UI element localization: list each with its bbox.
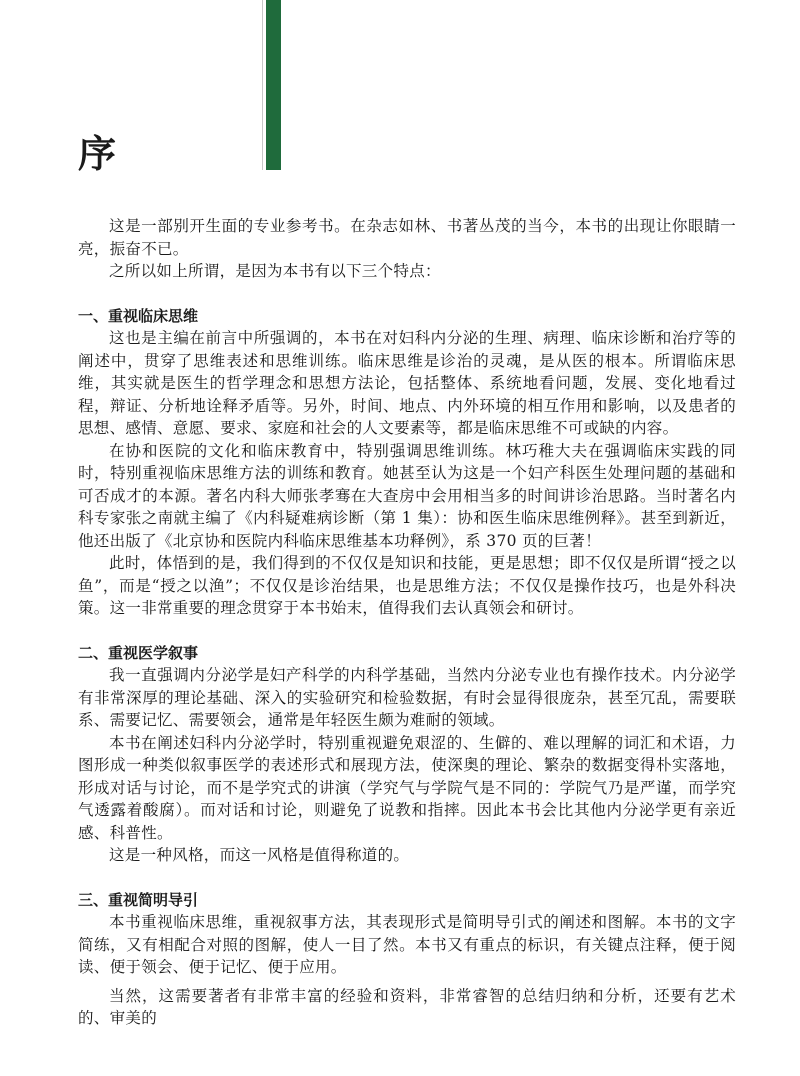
body-paragraph: 我一直强调内分泌学是妇产科学的内科学基础，当然内分泌专业也有操作技术。内分泌学有非常深厚的理论基础、深入的实验研究和检验数据，有时会显得很庞杂，甚至冗乱，需要联系、需要记忆、需要领会，通常是年轻医生颇为难耐的领域。 (78, 666, 736, 729)
page-title: 序 (78, 131, 117, 176)
body-paragraph: 在协和医院的文化和临床教育中，特别强调思维训练。林巧稚大夫在强调临床实践的同时，特别重视临床思维方法的训练和教育。她甚至认为这是一个妇产科医生处理问题的基础和可否成才的本源。著名内科大师张孝骞在大查房中会用相当多的时间讲诊治思路。当时著名内科专家张之南就主编了《内科疑难病诊断（第 1 集）：协和医生临床思维例释》。甚至到新近，他还出版了《北京协和医院内科临床思维基本功释例》，系 370 页的巨著！ (78, 441, 736, 550)
decorative-bar-outline (262, 0, 263, 170)
section-heading: 二、重视医学叙事 (78, 643, 199, 662)
section-heading: 一、重视临床思维 (78, 306, 199, 325)
section-heading: 三、重视简明导引 (78, 890, 199, 909)
green-accent-bar (266, 0, 281, 170)
body-paragraph: 这是一种风格，而这一风格是值得称道的。 (109, 846, 410, 864)
body-paragraph: 当然，这需要著者有非常丰富的经验和资料，非常睿智的总结归纳和分析，还要有艺术的、审美的 (78, 986, 736, 1027)
body-paragraph: 本书在阐述妇科内分泌学时，特别重视避免艰涩的、生僻的、难以理解的词汇和术语，力图形成一种类似叙事医学的表述形式和展现方法，使深奥的理论、繁杂的数据变得朴实落地，形成对话与讨论，而不是学究式的讲演（学究气与学院气是不同的：学院气乃是严谨，而学究气透露着酸腐）。而对话和讨论，则避免了说教和指摔。因此本书会比其他内分泌学更有亲近感、科普性。 (78, 733, 736, 842)
body-paragraph: 本书重视临床思维，重视叙事方法，其表现形式是简明导引式的阐述和图解。本书的文字简练，又有相配合对照的图解，使人一目了然。本书又有重点的标识，有关键点注释，便于阅读、便于领会、便于记忆、便于应用。 (78, 913, 736, 976)
body-paragraph: 此时，体悟到的是，我们得到的不仅仅是知识和技能，更是思想；即不仅仅是所谓“授之以鱼”，而是“授之以渔”；不仅仅是诊治结果，也是思维方法；不仅仅是操作技巧，也是外科决策。这一非常重要的理念贯穿于本书始末，值得我们去认真领会和研讨。 (78, 554, 736, 617)
intro-paragraph: 这是一部别开生面的专业参考书。在杂志如林、书著丛茂的当今，本书的出现让你眼睛一亮，振奋不已。 (78, 217, 736, 258)
preface-body (78, 215, 736, 1030)
intro-paragraph: 之所以如上所谓，是因为本书有以下三个特点： (109, 262, 441, 280)
body-paragraph: 这也是主编在前言中所强调的，本书在对妇科内分泌的生理、病理、临床诊断和治疗等的阐述中，贯穿了思维表述和思维训练。临床思维是诊治的灵魂，是从医的根本。所谓临床思维，其实就是医生的哲学理念和思想方法论，包括整体、系统地看问题，发展、变化地看过程，辩证、分析地诠释矛盾等。另外，时间、地点、内外环境的相互作用和影响，以及患者的思想、感情、意愿、要求、家庭和社会的人文要素等，都是临床思维不可或缺的内容。 (78, 329, 736, 437)
